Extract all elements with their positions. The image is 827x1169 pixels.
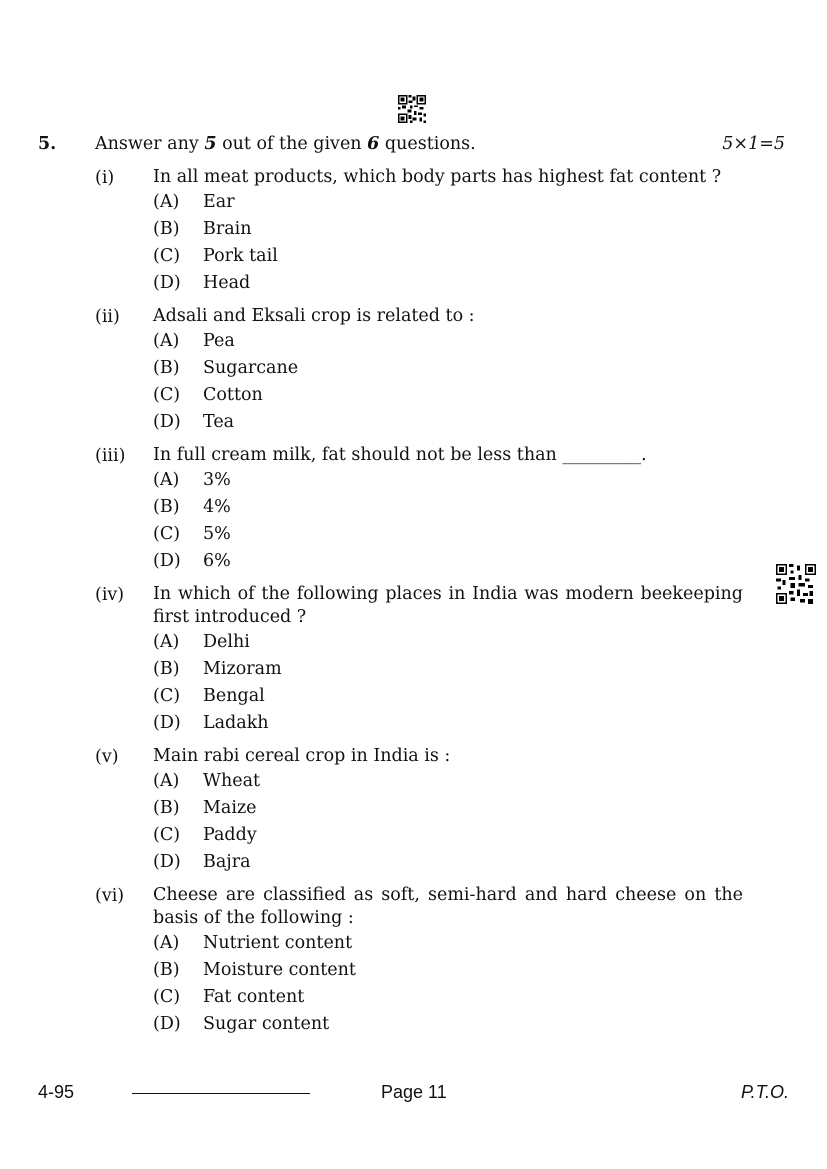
option-item — [153, 409, 827, 436]
qr-code-icon — [398, 95, 426, 123]
option-item — [153, 189, 827, 216]
option-item — [153, 1011, 827, 1038]
option-text: Pork tail — [203, 246, 278, 266]
option-text: Ladakh — [203, 713, 269, 733]
question-text: In which of the following places in India was modern beekeeping first introduced ? — [153, 584, 743, 627]
option-label: (D) — [153, 412, 181, 432]
question-roman-numeral: (v) — [95, 747, 119, 767]
option-label: (C) — [153, 686, 181, 706]
option-item — [153, 629, 827, 656]
question-item — [0, 884, 827, 1038]
option-text: Brain — [203, 219, 252, 239]
option-text: 5% — [203, 524, 231, 544]
question-text: Adsali and Eksali crop is related to : — [153, 306, 475, 326]
question-list — [0, 166, 827, 1046]
please-turn-over: P.T.O. — [740, 1082, 789, 1102]
question-item — [0, 583, 827, 737]
option-text: Paddy — [203, 825, 257, 845]
option-text: Wheat — [203, 771, 261, 791]
option-text: Tea — [203, 412, 235, 432]
option-label: (A) — [153, 771, 180, 791]
question-text: In all meat products, which body parts has highest fat content ? — [153, 167, 722, 187]
option-text: Ear — [203, 192, 235, 212]
option-text: Delhi — [203, 632, 250, 652]
option-text: Bengal — [203, 686, 265, 706]
option-item — [153, 548, 827, 575]
option-item — [153, 355, 827, 382]
option-label: (D) — [153, 273, 181, 293]
option-item — [153, 328, 827, 355]
question-header — [0, 132, 827, 156]
question-roman-numeral: (i) — [95, 168, 115, 188]
option-text: Head — [203, 273, 251, 293]
option-list — [153, 768, 827, 876]
option-item — [153, 710, 827, 737]
option-text: Moisture content — [203, 960, 356, 980]
option-item — [153, 768, 827, 795]
option-text: Mizoram — [203, 659, 282, 679]
option-label: (A) — [153, 192, 180, 212]
option-list — [153, 189, 827, 297]
option-label: (B) — [153, 497, 180, 517]
instruction-prefix: Answer any — [95, 134, 205, 154]
page-footer — [0, 1079, 827, 1105]
question-item — [0, 166, 827, 297]
option-text: Sugarcane — [203, 358, 299, 378]
option-item — [153, 822, 827, 849]
option-text: Bajra — [203, 852, 251, 872]
question-item — [0, 745, 827, 876]
option-label: (A) — [153, 331, 180, 351]
instruction-any-count: 5 — [204, 134, 217, 154]
option-text: Cotton — [203, 385, 263, 405]
option-item — [153, 656, 827, 683]
option-label: (B) — [153, 798, 180, 818]
instruction-total-count: 6 — [367, 134, 380, 154]
option-list — [153, 629, 827, 737]
qr-code-icon — [776, 564, 816, 604]
option-text: Fat content — [203, 987, 305, 1007]
option-text: Sugar content — [203, 1014, 330, 1034]
option-text: Nutrient content — [203, 933, 353, 953]
question-text: In full cream milk, fat should not be less than _________. — [153, 445, 647, 465]
option-label: (D) — [153, 1014, 181, 1034]
option-label: (B) — [153, 659, 180, 679]
option-item — [153, 795, 827, 822]
option-label: (C) — [153, 246, 181, 266]
option-text: Pea — [203, 331, 235, 351]
option-item — [153, 683, 827, 710]
option-item — [153, 984, 827, 1011]
question-text: Cheese are classified as soft, semi-hard and hard cheese on the basis of the following : — [153, 885, 743, 928]
option-label: (C) — [153, 825, 181, 845]
option-item — [153, 957, 827, 984]
option-label: (C) — [153, 524, 181, 544]
option-label: (A) — [153, 933, 180, 953]
paper-code: 4-95 — [38, 1082, 75, 1102]
question-roman-numeral: (iii) — [95, 446, 126, 466]
option-text: 4% — [203, 497, 231, 517]
option-item — [153, 216, 827, 243]
option-text: 6% — [203, 551, 231, 571]
option-item — [153, 849, 827, 876]
option-list — [153, 328, 827, 436]
question-number: 5. — [38, 134, 57, 154]
option-item — [153, 521, 827, 548]
option-item — [153, 494, 827, 521]
page-number: Page 11 — [381, 1082, 447, 1102]
option-label: (D) — [153, 551, 181, 571]
option-text: 3% — [203, 470, 231, 490]
option-label: (B) — [153, 960, 180, 980]
footer-rule — [132, 1093, 310, 1094]
option-item — [153, 382, 827, 409]
option-label: (A) — [153, 632, 180, 652]
option-text: Maize — [203, 798, 257, 818]
option-item — [153, 243, 827, 270]
marks-allocation: 5×1=5 — [722, 134, 785, 154]
question-item — [0, 305, 827, 436]
instruction-suffix: questions. — [379, 134, 476, 154]
question-roman-numeral: (ii) — [95, 307, 120, 327]
option-item — [153, 270, 827, 297]
question-instruction — [95, 132, 476, 156]
question-text: Main rabi cereal crop in India is : — [153, 746, 451, 766]
option-label: (D) — [153, 852, 181, 872]
option-label: (C) — [153, 987, 181, 1007]
instruction-middle: out of the given — [216, 134, 368, 154]
option-label: (B) — [153, 219, 180, 239]
option-item — [153, 467, 827, 494]
option-label: (A) — [153, 470, 180, 490]
option-label: (B) — [153, 358, 180, 378]
option-label: (D) — [153, 713, 181, 733]
option-list — [153, 930, 827, 1038]
option-list — [153, 467, 827, 575]
question-roman-numeral: (vi) — [95, 886, 125, 906]
option-label: (C) — [153, 385, 181, 405]
question-item — [0, 444, 827, 575]
question-roman-numeral: (iv) — [95, 585, 125, 605]
option-item — [153, 930, 827, 957]
